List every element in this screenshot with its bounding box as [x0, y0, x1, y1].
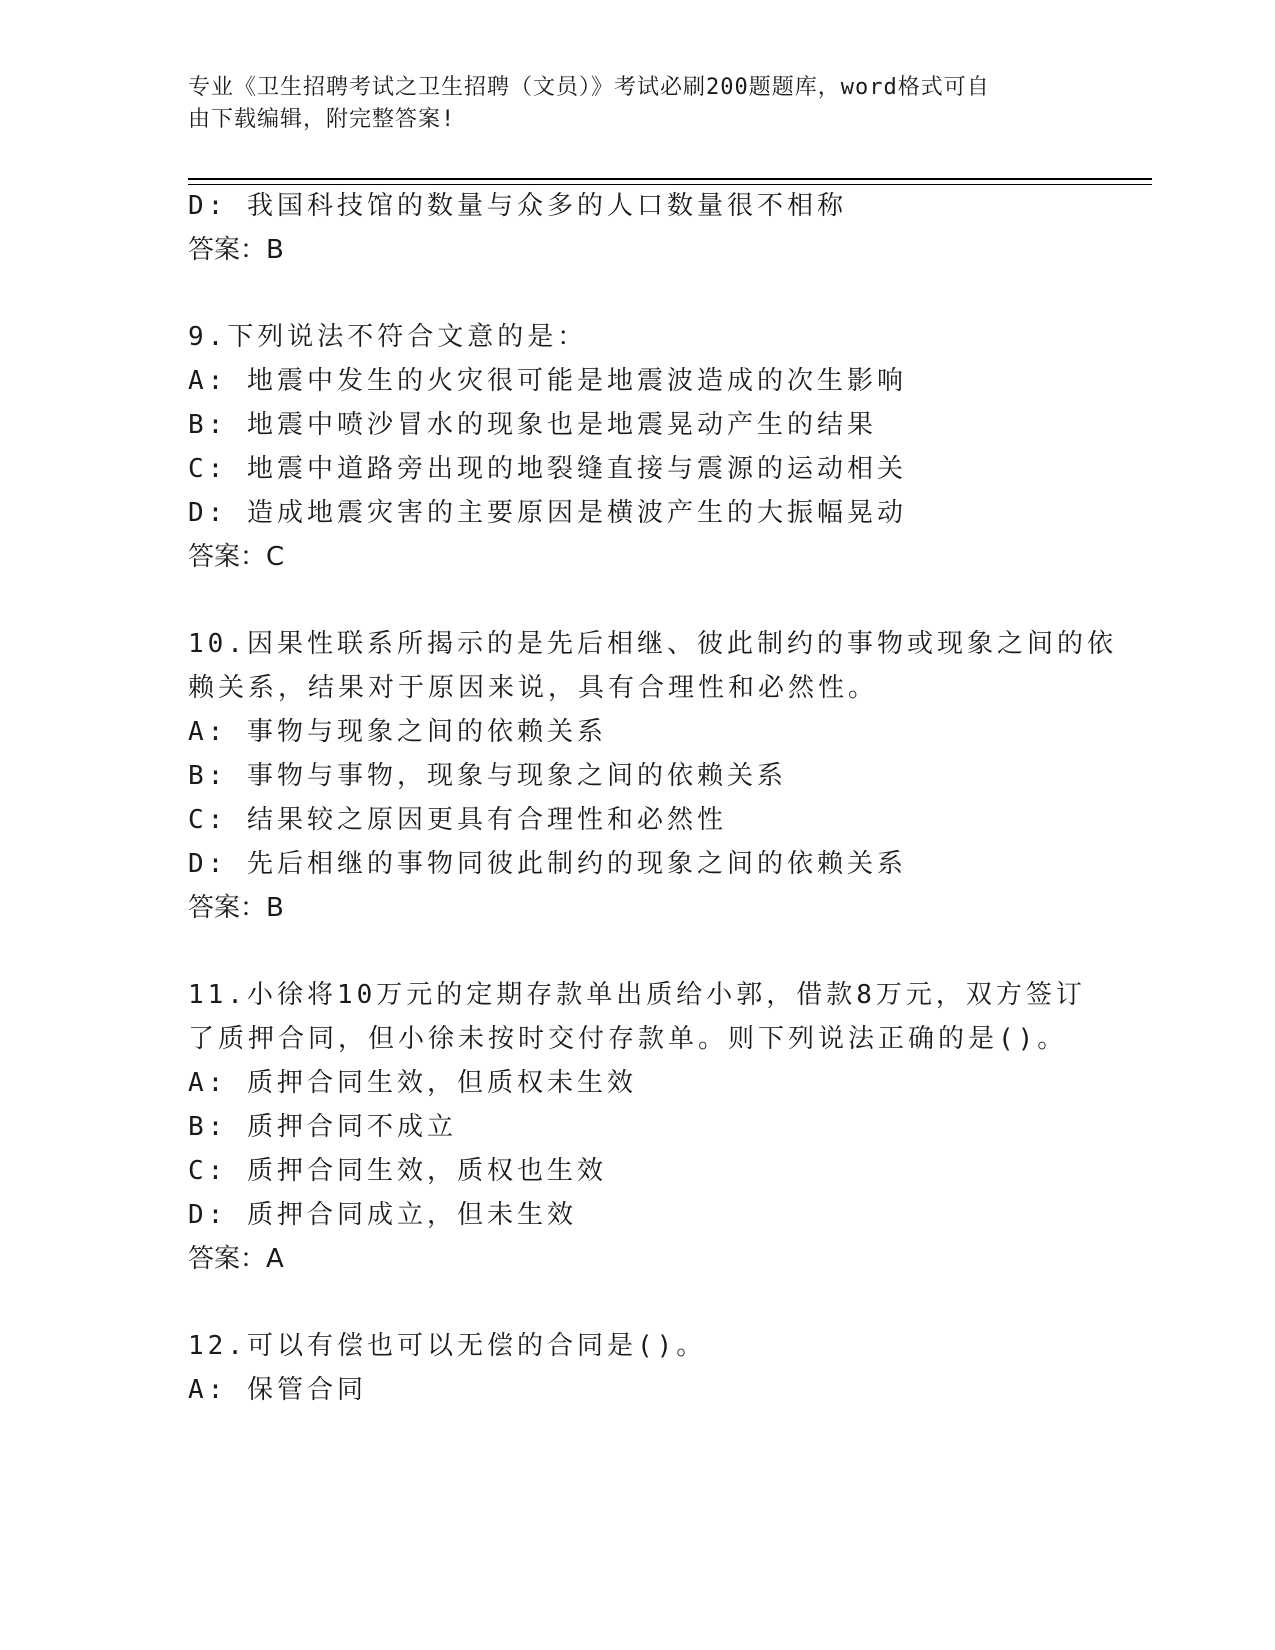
header-line-1: 专业《卫生招聘考试之卫生招聘（文员）》考试必刷200题题库，word格式可自 — [188, 75, 990, 100]
q11-stem-line-1: 11.小徐将10万元的定期存款单出质给小郭，借款8万元，双方签订 — [188, 980, 1086, 1010]
document-header — [188, 72, 1068, 136]
q10-stem-line-2: 赖关系，结果对于原因来说，具有合理性和必然性。 — [188, 673, 879, 703]
q12-option-a: A: 保管合同 — [188, 1375, 367, 1405]
q11-option-c: C: 质押合同生效，质权也生效 — [188, 1156, 607, 1186]
q10-option-c: C: 结果较之原因更具有合理性和必然性 — [188, 805, 727, 835]
q8-option-d: D: 我国科技馆的数量与众多的人口数量很不相称 — [188, 191, 847, 221]
q9-option-b: B: 地震中喷沙冒水的现象也是地震晃动产生的结果 — [188, 410, 877, 440]
q10-stem-line-1: 10.因果性联系所揭示的是先后相继、彼此制约的事物或现象之间的依 — [188, 629, 1117, 659]
q11-option-b: B: 质押合同不成立 — [188, 1112, 457, 1142]
header-line-2: 由下载编辑，附完整答案! — [188, 107, 456, 132]
q12-stem: 12.可以有偿也可以无偿的合同是()。 — [188, 1331, 707, 1361]
q9-stem: 9.下列说法不符合文意的是： — [188, 322, 588, 352]
q11-option-a: A: 质押合同生效，但质权未生效 — [188, 1068, 637, 1098]
q9-option-d: D: 造成地震灾害的主要原因是横波产生的大振幅晃动 — [188, 498, 907, 528]
q11-option-d: D: 质押合同成立，但未生效 — [188, 1200, 577, 1230]
q8-answer: 答案：B — [188, 235, 284, 265]
q11-answer: 答案：A — [188, 1244, 284, 1274]
q10-answer: 答案：B — [188, 893, 284, 923]
header-rule-thin — [188, 184, 1152, 185]
q9-answer: 答案：C — [188, 542, 285, 572]
q10-option-b: B: 事物与事物，现象与现象之间的依赖关系 — [188, 761, 787, 791]
header-rule-thick — [188, 178, 1152, 180]
q11-stem-line-2: 了质押合同，但小徐未按时交付存款单。则下列说法正确的是()。 — [188, 1024, 1068, 1054]
q9-option-a: A: 地震中发生的火灾很可能是地震波造成的次生影响 — [188, 366, 907, 396]
q10-option-a: A: 事物与现象之间的依赖关系 — [188, 717, 607, 747]
q9-option-c: C: 地震中道路旁出现的地裂缝直接与震源的运动相关 — [188, 454, 907, 484]
q10-option-d: D: 先后相继的事物同彼此制约的现象之间的依赖关系 — [188, 849, 907, 879]
